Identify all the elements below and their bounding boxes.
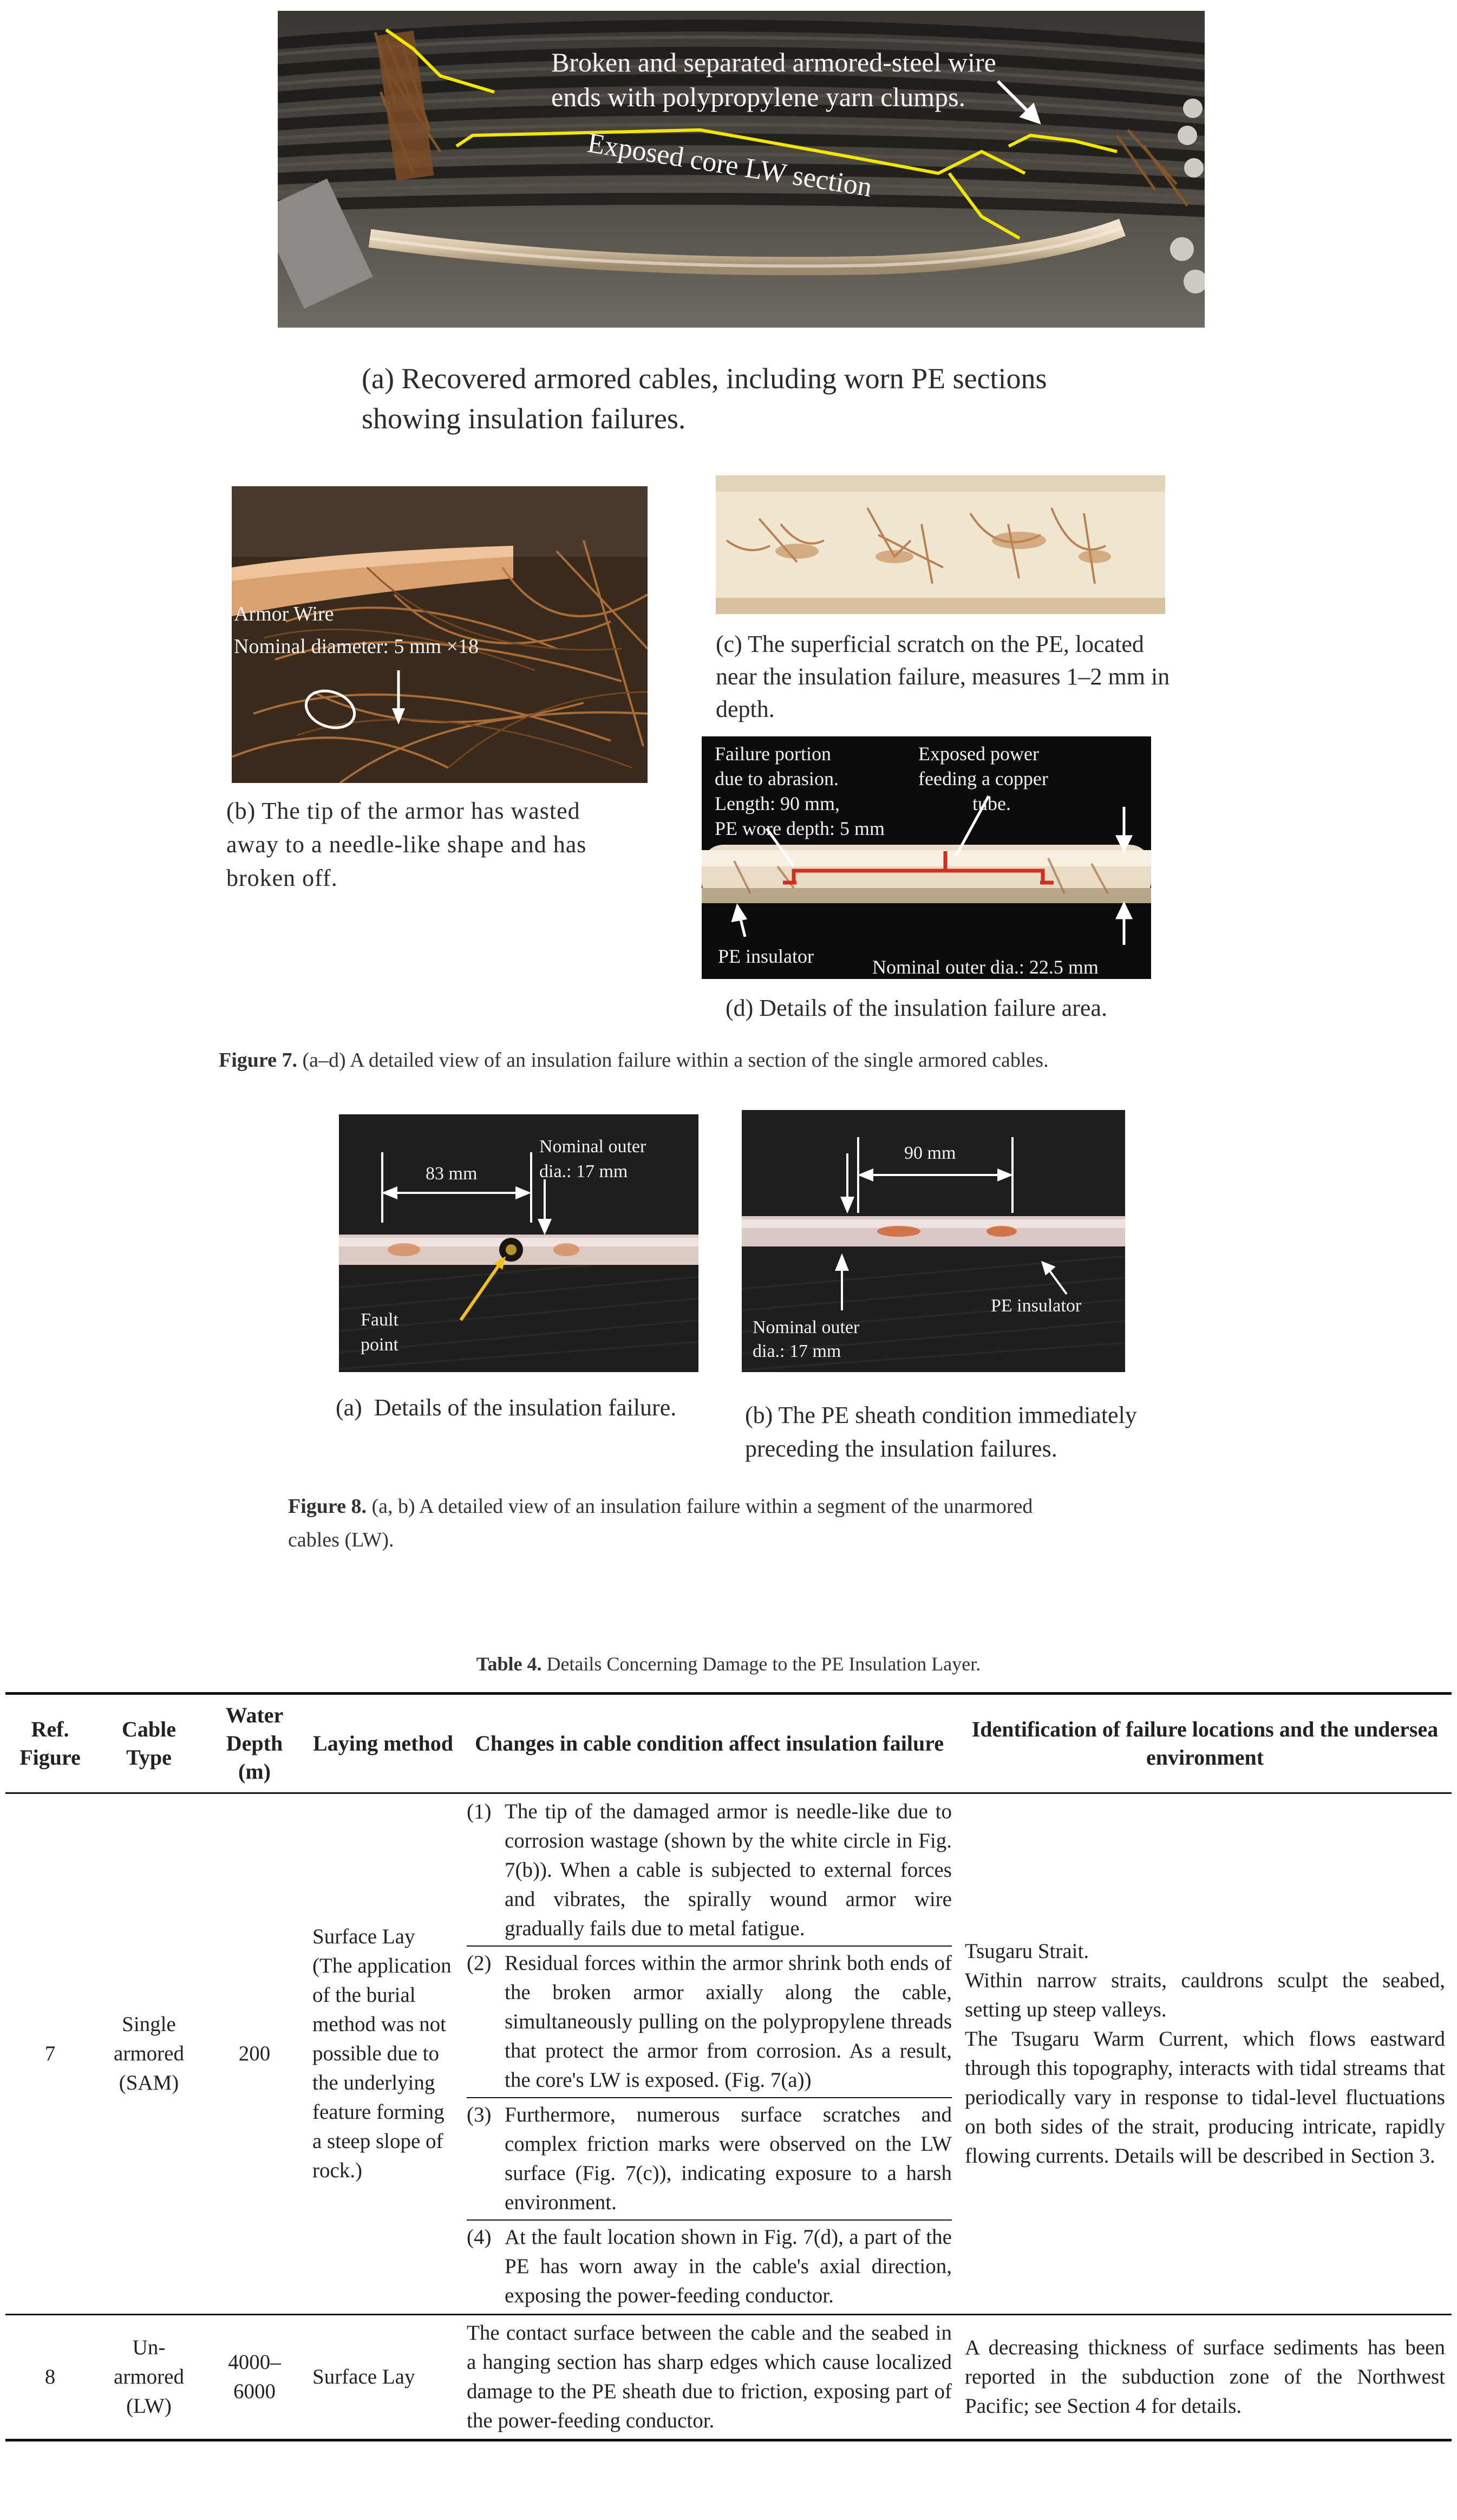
fig8a-fault-point-line1: Fault [361, 1310, 398, 1330]
fig7d-caption: (d) Details of the insulation failure area. [726, 995, 1107, 1021]
list-item [467, 2221, 952, 2313]
fig7d-exposed-feeding-line2: feeding a copper [918, 768, 1048, 789]
figure-8-caption-line1 [288, 1491, 1033, 1522]
fig7b-caption-line3: broken off. [226, 865, 338, 891]
item-number: (2) [467, 1951, 492, 1975]
ident-line-1: Tsugaru Strait. [965, 1940, 1089, 1963]
cell-identification: A decreasing thickness of surface sediments has been reported in the subduction zone of the Northwest Pacific; see Section 4 for details. [958, 2315, 1452, 2440]
fig7a-caption-line1: (a) Recovered armored cables, including worn PE sections [362, 362, 1047, 395]
fig8b-caption-line1: (b) The PE sheath condition immediately [745, 1402, 1137, 1428]
fig7c-caption-line1: (c) The superficial scratch on the PE, located [716, 631, 1144, 657]
changes-list [467, 1795, 952, 2313]
fig8b-caption-line2: preceding the insulation failures. [745, 1435, 1057, 1462]
fig7d-failure-portion-line3: Length: 90 mm, [715, 793, 840, 814]
fig7c-caption-line2: near the insulation failure, measures 1–2 mm in [716, 663, 1170, 690]
fig8a-fault-point-line2: point [361, 1335, 398, 1355]
table-header-row [5, 1694, 1452, 1793]
figure-7-label: Figure 7. [219, 1049, 297, 1072]
item-text: The tip of the damaged armor is needle-like due to corrosion wastage (shown by the white circle in Fig. 7(b)). When a cable is subjected to external forces and vibrates, the spirally wound armor wire gradually fails due to metal fatigue. [505, 1800, 952, 1940]
fig7d-exposed-feeding-line3: tube. [972, 793, 1011, 814]
fig7a-annotation-line2: ends with polypropylene yarn clumps. [551, 82, 966, 112]
item-text: Furthermore, numerous surface scratches and complex friction marks were observed on the LW surface (Fig. 7(c)), indicating exposure to a harsh environment. [505, 2103, 952, 2214]
cell-cable-type: Single armored (SAM) [95, 1793, 203, 2315]
fig7a-exposed-core-label: Exposed core LW section [585, 127, 874, 203]
header-cable-type: Cable Type [95, 1694, 203, 1793]
fig7b-nominal-diameter-label: Nominal diameter: 5 mm ×18 [234, 635, 479, 658]
damage-details-table [5, 1692, 1452, 2441]
table-4-label: Table 4. [476, 1653, 542, 1675]
figure-7-text: (a–d) A detailed view of an insulation failure within a section of the single armored cables. [302, 1049, 1049, 1072]
fig8b-nominal-outer-line2: dia.: 17 mm [753, 1341, 841, 1361]
header-laying-method: Laying method [306, 1694, 460, 1793]
cell-changes [460, 1793, 958, 2315]
fig8a-nominal-outer-line2: dia.: 17 mm [539, 1161, 628, 1181]
item-text: At the fault location shown in Fig. 7(d), a part of the PE has worn away in the cable's axial direction, exposing the power-feeding conductor. [505, 2225, 952, 2307]
table-row [5, 2315, 1452, 2440]
fig8b-pe-insulator-label: PE insulator [991, 1296, 1082, 1316]
fig7d-failure-portion-line4: PE wore depth: 5 mm [715, 818, 885, 839]
fig7a-caption-line2: showing insulation failures. [362, 402, 686, 435]
fig8b-nominal-outer-line1: Nominal outer [753, 1317, 860, 1337]
fig8b-dimension-label: 90 mm [904, 1143, 956, 1163]
header-identification: Identification of failure locations and the undersea environment [958, 1694, 1452, 1793]
fig7d-pe-insulator-label: PE insulator [718, 945, 814, 967]
figure-8b-photo [742, 1110, 1125, 1372]
figure-7c-photo [716, 475, 1165, 614]
figure-8-text-line2: cables (LW). [288, 1529, 394, 1551]
cell-identification [958, 1793, 1452, 2315]
figure-7b-photo [232, 486, 648, 783]
fig8a-dimension-label: 83 mm [426, 1164, 478, 1184]
cell-depth: 200 [203, 1793, 306, 2315]
figure-8-text-line1: (a, b) A detailed view of an insulation failure within a segment of the unarmored [371, 1495, 1033, 1518]
item-number: (1) [467, 1800, 492, 1823]
table-4-title: Details Concerning Damage to the PE Insulation Layer. [546, 1653, 981, 1675]
fig8a-caption: (a) Details of the insulation failure. [336, 1394, 677, 1421]
cell-cable-type: Un-armored (LW) [95, 2315, 203, 2440]
fig7b-armor-wire-label: Armor Wire [234, 603, 334, 625]
header-changes: Changes in cable condition affect insulation failure [460, 1694, 958, 1793]
cable-coil-photo [278, 11, 1205, 328]
list-item [467, 1795, 952, 1947]
cell-ref: 7 [5, 1793, 95, 2315]
cell-ref: 8 [5, 2315, 95, 2440]
cell-laying: Surface Lay (The application of the burial method was not possible due to the underlying feature forming a steep slope of rock.) [306, 1793, 460, 2315]
fig7d-nominal-outer-dia-label: Nominal outer dia.: 22.5 mm [872, 956, 1099, 978]
fig7d-failure-portion-line1: Failure portion [715, 743, 831, 765]
item-text: Residual forces within the armor shrink both ends of the broken armor axially along the cable, simultaneously pulling on the polypropylene threads that protect the armor from corrosion. As a result, the core's LW is exposed. (Fig. 7(a)) [505, 1951, 952, 2092]
cell-depth: 4000–6000 [203, 2315, 306, 2440]
cell-changes: The contact surface between the cable and the seabed in a hanging section has sharp edges which cause localized damage to the PE sheath due to friction, exposing part of the power-feeding conductor. [460, 2315, 958, 2440]
list-item [467, 1947, 952, 2098]
cell-laying: Surface Lay [306, 2315, 460, 2440]
fig7b-caption-line2: away to a needle-like shape and has [226, 831, 587, 858]
figure-7d-photo [702, 736, 1151, 979]
figure-8-label: Figure 8. [288, 1495, 367, 1518]
ident-line-3: The Tsugaru Warm Current, which flows eastward through this topography, interacts with tidal streams that periodically vary in response to tidal-level fluctuations on both sides of the strait, producing intricate, rapidly flowing currents. Details will be described in Section 3. [965, 2027, 1445, 2168]
fig7d-failure-portion-line2: due to abrasion. [715, 768, 839, 789]
ident-line-2: Within narrow straits, cauldrons sculpt the seabed, setting up steep valleys. [965, 1969, 1445, 2021]
fig8a-nominal-outer-line1: Nominal outer [539, 1137, 646, 1157]
header-water-depth: Water Depth (m) [203, 1694, 306, 1793]
fig7b-caption-line1: (b) The tip of the armor has wasted [226, 798, 580, 824]
fig7a-annotation-line1: Broken and separated armored-steel wire [551, 47, 996, 77]
fig7c-caption-line3: depth. [716, 696, 775, 722]
list-item [467, 2098, 952, 2221]
figure-7a-photo [278, 11, 1205, 328]
table-row [5, 1793, 1452, 2315]
item-number: (3) [467, 2103, 492, 2126]
table-4-caption [0, 1653, 1457, 1675]
item-number: (4) [467, 2225, 492, 2249]
header-ref-figure: Ref. Figure [5, 1694, 95, 1793]
figure-8a-photo [339, 1114, 698, 1372]
fig7d-exposed-feeding-line1: Exposed power [918, 743, 1039, 765]
figure-7-caption [219, 1045, 1049, 1075]
